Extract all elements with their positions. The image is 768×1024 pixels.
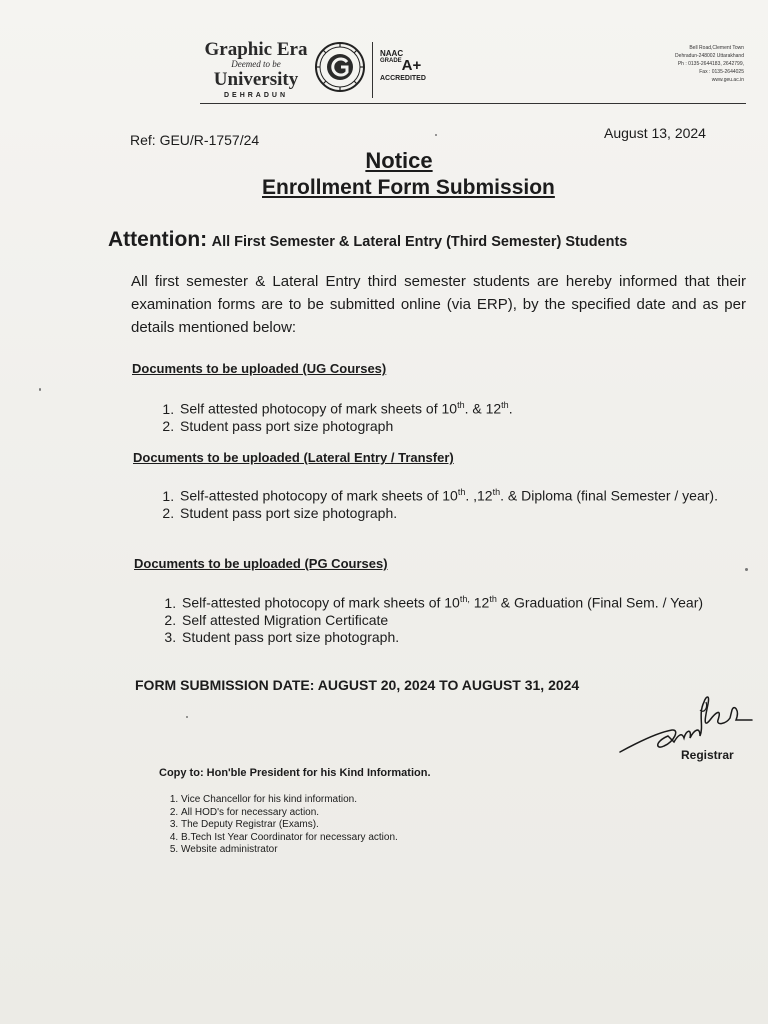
ordinal-suffix: th	[457, 400, 465, 410]
copy-recipient: 5. Website administrator	[181, 844, 398, 857]
copy-recipient: 2. All HOD's for necessary action.	[181, 807, 398, 820]
notice-subject: Enrollment Form Submission	[262, 176, 555, 199]
scan-speck	[186, 716, 188, 718]
signatory-title: Registrar	[681, 748, 734, 762]
document-item-text: . ,12	[465, 487, 493, 504]
university-name	[200, 40, 312, 99]
document-item-text: Student pass port size photograph.	[182, 628, 400, 645]
copy-to-list	[159, 794, 398, 857]
document-item	[180, 591, 750, 612]
naac-grade-label: GRADE	[380, 58, 402, 64]
ordinal-suffix: th	[492, 487, 501, 497]
address-line: Fax : 0135-2644025	[699, 69, 744, 75]
ordinal-suffix: th	[457, 487, 466, 497]
address-line: Dehradun-248002 Uttarakhand	[675, 53, 744, 59]
address-line: Ph : 0135-2644183, 2642799,	[677, 61, 744, 67]
notice-title: Notice	[365, 148, 433, 173]
attention-line	[108, 228, 627, 252]
ordinal-suffix: th	[489, 594, 497, 604]
document-list-ug	[154, 397, 738, 435]
naac-badge	[380, 50, 450, 82]
attention-label: Attention:	[108, 228, 208, 251]
letterhead-divider	[372, 42, 373, 98]
document-item	[178, 418, 738, 435]
reference-number: Ref: GEU/R-1757/24	[130, 132, 260, 148]
ordinal-suffix: th	[501, 400, 509, 410]
document-item-text: Self-attested photocopy of mark sheets of 10	[182, 594, 460, 611]
section-heading-ug: Documents to be uploaded (UG Courses)	[132, 361, 387, 376]
document-item	[178, 397, 738, 418]
section-heading-lateral: Documents to be uploaded (Lateral Entry / Transfer)	[133, 450, 454, 465]
document-list-lateral	[154, 484, 748, 522]
scan-speck	[39, 388, 41, 391]
naac-grade-value: A+	[401, 57, 422, 74]
letterhead	[196, 36, 752, 104]
notice-date: August 13, 2024	[604, 125, 706, 141]
naac-accredited: ACCREDITED	[380, 75, 426, 82]
document-item	[178, 484, 748, 505]
document-item-text: Self attested Migration Certificate	[182, 611, 389, 628]
copy-recipient: 4. B.Tech Ist Year Coordinator for necessary action.	[181, 832, 398, 845]
scan-speck	[435, 134, 437, 136]
document-item-text: & Graduation (Final Sem. / Year)	[496, 594, 704, 611]
document-item-text: . & 12	[464, 400, 502, 417]
letterhead-rule	[200, 103, 746, 104]
address-line: Bell Road,Clement Town	[689, 45, 744, 51]
document-item	[178, 505, 748, 522]
form-submission-date: FORM SUBMISSION DATE: AUGUST 20, 2024 TO AUGUST 31, 2024	[135, 677, 580, 693]
document-item-text: 12	[469, 594, 490, 611]
naac-label: NAAC	[380, 49, 404, 58]
university-name-line2: Deemed to be	[231, 59, 281, 69]
document-item-text: .	[508, 400, 513, 417]
ordinal-suffix: th,	[459, 594, 470, 604]
document-item-text: Self attested photocopy of mark sheets of 10	[180, 400, 458, 417]
copy-recipient: 3. The Deputy Registrar (Exams).	[181, 819, 398, 832]
scan-speck	[745, 568, 748, 571]
document-item	[180, 612, 750, 629]
address-line: www.geu.ac.in	[711, 77, 744, 83]
university-name-line1: Graphic Era	[204, 39, 308, 60]
university-seal-icon	[314, 40, 366, 96]
section-heading-pg: Documents to be uploaded (PG Courses)	[134, 556, 388, 571]
document-item	[180, 629, 750, 646]
copy-to-heading: Copy to: Hon'ble President for his Kind Information.	[159, 767, 431, 779]
intro-paragraph: All first semester & Lateral Entry third semester students are hereby informed that their examination forms are to be submitted online (via ERP), by the specified date and as per details mentioned below:	[131, 273, 746, 336]
document-item-text: Student pass port size photograph	[180, 417, 394, 434]
document-item-text: Student pass port size photograph.	[180, 504, 398, 521]
university-city: DEHRADUN	[223, 92, 289, 99]
university-address	[624, 44, 744, 84]
document-item-text: . & Diploma (final Semester / year).	[500, 487, 718, 504]
copy-recipient: 1. Vice Chancellor for his kind information.	[181, 794, 398, 807]
document-item-text: Self-attested photocopy of mark sheets of 10	[180, 487, 458, 504]
document-list-pg	[156, 591, 750, 646]
university-name-line3: University	[213, 69, 299, 90]
attention-audience: All First Semester & Lateral Entry (Third Semester) Students	[211, 234, 628, 250]
